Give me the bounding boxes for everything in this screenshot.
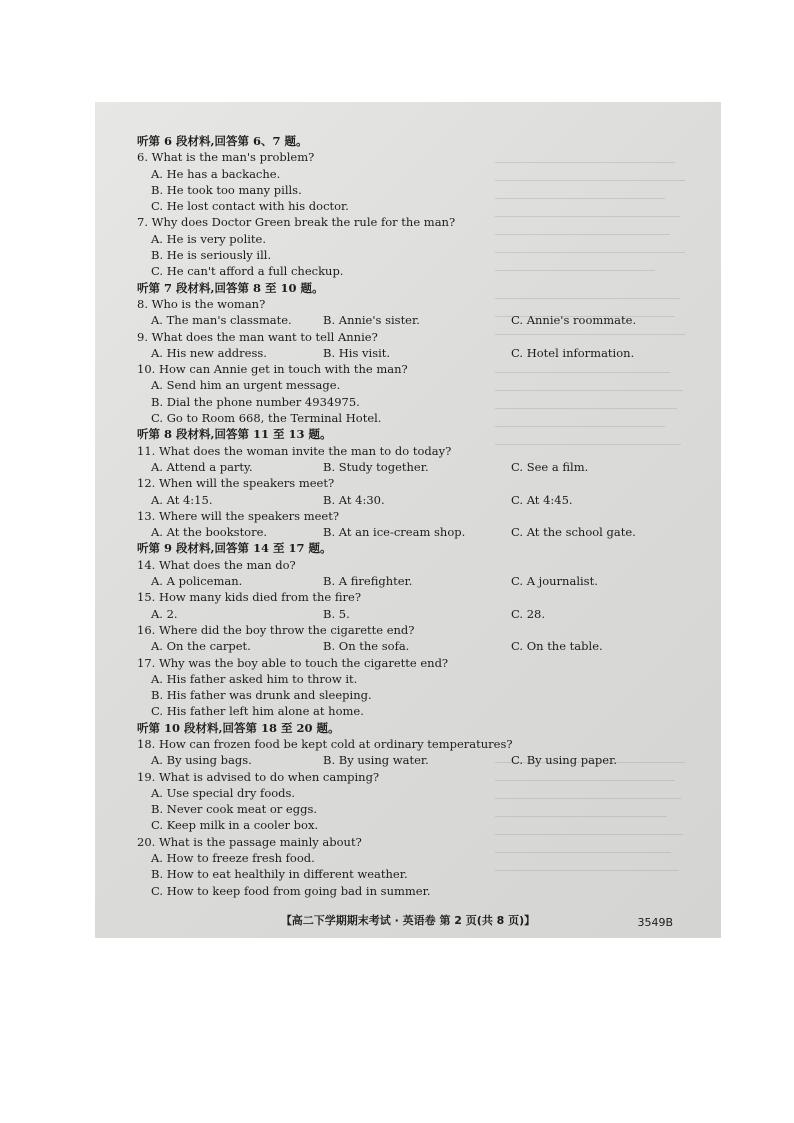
option-10b: B. Dial the phone number 4934975. [151, 394, 360, 409]
option-19c: C. Keep milk in a cooler box. [151, 818, 319, 833]
exam-page-photo [95, 102, 721, 938]
option-14a: A. A policeman. [151, 574, 243, 589]
option-7b: B. He is seriously ill. [151, 248, 272, 263]
options-9 [137, 345, 697, 361]
option-10a: A. Send him an urgent message. [151, 378, 341, 393]
option-8b: B. Annie's sister. [323, 313, 420, 328]
option-11a: A. Attend a party. [151, 459, 253, 474]
option-15a: A. 2. [151, 606, 178, 621]
option-15b: B. 5. [323, 606, 350, 621]
option-13c: C. At the school gate. [511, 525, 636, 540]
options-13 [137, 524, 697, 540]
section-heading: 听第 9 段材料,回答第 14 至 17 题。 [137, 541, 332, 556]
option-18c: C. By using paper. [511, 753, 617, 768]
option-20c: C. How to keep food from going bad in summer. [151, 883, 431, 898]
question-9: 9. What does the man want to tell Annie? [137, 329, 378, 344]
option-17a: A. His father asked him to throw it. [151, 671, 358, 686]
question-8: 8. Who is the woman? [137, 296, 266, 311]
options-11 [137, 459, 697, 475]
listening-questions [137, 133, 697, 899]
option-8c: C. Annie's roommate. [511, 313, 637, 328]
option-12b: B. At 4:30. [323, 492, 385, 507]
options-18 [137, 752, 697, 768]
question-6: 6. What is the man's problem? [137, 150, 315, 165]
option-12a: A. At 4:15. [151, 492, 213, 507]
section-heading: 听第 7 段材料,回答第 8 至 10 题。 [137, 280, 324, 295]
option-12c: C. At 4:45. [511, 492, 573, 507]
option-15c: C. 28. [511, 606, 545, 621]
question-20: 20. What is the passage mainly about? [137, 834, 362, 849]
option-13b: B. At an ice-cream shop. [323, 525, 466, 540]
question-11: 11. What does the woman invite the man to do today? [137, 443, 452, 458]
option-11c: C. See a film. [511, 459, 589, 474]
option-20a: A. How to freeze fresh food. [151, 851, 315, 866]
option-16c: C. On the table. [511, 639, 603, 654]
options-12 [137, 492, 697, 508]
option-7a: A. He is very polite. [151, 231, 267, 246]
option-16b: B. On the sofa. [323, 639, 410, 654]
question-10: 10. How can Annie get in touch with the man? [137, 362, 408, 377]
section-heading: 听第 6 段材料,回答第 6、7 题。 [137, 134, 308, 148]
option-11b: B. Study together. [323, 459, 429, 474]
option-18a: A. By using bags. [151, 753, 252, 768]
option-6c: C. He lost contact with his doctor. [151, 199, 349, 214]
options-16 [137, 638, 697, 654]
question-17: 17. Why was the boy able to touch the cigarette end? [137, 655, 449, 670]
option-9c: C. Hotel information. [511, 345, 635, 360]
option-9a: A. His new address. [151, 345, 267, 360]
option-20b: B. How to eat healthily in different weather. [151, 867, 408, 882]
question-19: 19. What is advised to do when camping? [137, 769, 380, 784]
section-heading: 听第 8 段材料,回答第 11 至 13 题。 [137, 427, 332, 442]
option-8a: A. The man's classmate. [151, 313, 292, 328]
option-10c: C. Go to Room 668, the Terminal Hotel. [151, 411, 382, 426]
question-16: 16. Where did the boy throw the cigarette end? [137, 622, 415, 637]
option-19b: B. Never cook meat or eggs. [151, 802, 318, 817]
option-13a: A. At the bookstore. [151, 525, 268, 540]
question-15: 15. How many kids died from the fire? [137, 590, 362, 605]
question-12: 12. When will the speakers meet? [137, 476, 335, 491]
page-footer: 【高二下学期期末考试 · 英语卷 第 2 页(共 8 页)】 [280, 914, 536, 927]
option-14c: C. A journalist. [511, 574, 598, 589]
question-7: 7. Why does Doctor Green break the rule for the man? [137, 215, 456, 230]
options-14 [137, 573, 697, 589]
option-7c: C. He can't afford a full checkup. [151, 264, 344, 279]
option-18b: B. By using water. [323, 753, 429, 768]
question-14: 14. What does the man do? [137, 557, 296, 572]
question-18: 18. How can frozen food be kept cold at ordinary temperatures? [137, 736, 513, 751]
options-15 [137, 606, 697, 622]
option-19a: A. Use special dry foods. [151, 785, 296, 800]
option-14b: B. A firefighter. [323, 574, 413, 589]
option-16a: A. On the carpet. [151, 639, 251, 654]
option-6a: A. He has a backache. [151, 166, 281, 181]
option-9b: B. His visit. [323, 345, 391, 360]
question-13: 13. Where will the speakers meet? [137, 508, 340, 523]
option-17c: C. His father left him alone at home. [151, 704, 364, 719]
options-8 [137, 312, 697, 328]
section-heading: 听第 10 段材料,回答第 18 至 20 题。 [137, 720, 340, 735]
paper-code: 3549B [637, 916, 673, 929]
option-6b: B. He took too many pills. [151, 182, 302, 197]
option-17b: B. His father was drunk and sleeping. [151, 688, 372, 703]
